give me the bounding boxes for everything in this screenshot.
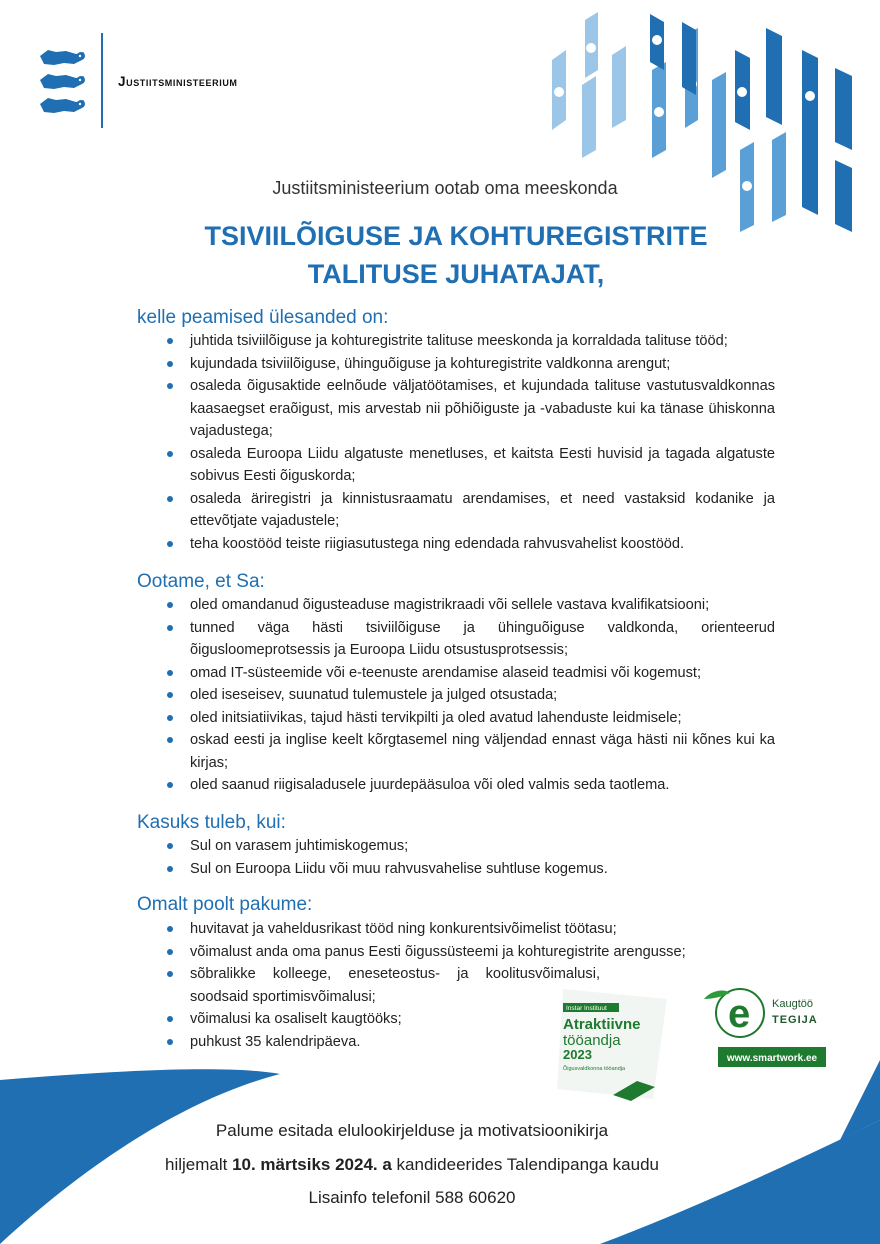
logo-divider bbox=[101, 33, 103, 128]
duties-list bbox=[165, 330, 775, 555]
list-item: juhtida tsiviilõiguse ja kohturegistrite talituse meeskonda ja korraldada talituse tööd; bbox=[165, 330, 775, 353]
badge-word-2: tööandja bbox=[563, 1032, 621, 1049]
list-item: oled initsiatiivikas, tajud hästi tervikpilti ja oled avatud lahenduste leidmisele; bbox=[165, 707, 775, 730]
offer-list bbox=[165, 918, 775, 1053]
job-title-line-2: TALITUSE JUHATAJAT, bbox=[307, 259, 605, 289]
footer-line-1: Palume esitada elulookirjelduse ja motivatsioonikirja bbox=[215, 1121, 609, 1140]
footer-deadline-date: 10. märtsiks 2024. a bbox=[232, 1155, 392, 1174]
list-item: tunned väga hästi tsiviilõiguse ja ühinguõiguse valdkonda, orienteerud õigusloomeprotsessis ja Euroopa Liidu otsustusprotsessis; bbox=[165, 617, 775, 662]
list-item: oskad eesti ja inglise keelt kõrgtasemel ning väljendad ennast väga hästi nii kõnes kui ka kirjas; bbox=[165, 729, 775, 774]
job-title-line-1: TSIVIILÕIGUSE JA KOHTUREGISTRITE bbox=[204, 221, 708, 251]
list-item: omad IT-süsteemide või e-teenuste arendamise alaseid teadmisi või kogemust; bbox=[165, 662, 775, 685]
list-item: osaleda Euroopa Liidu algatuste menetluses, et kaitsta Eesti huvisid ja tagada algatuste sobivus Eesti õiguskorda; bbox=[165, 443, 775, 488]
intro-text: Justiitsministeerium ootab oma meeskonda bbox=[272, 178, 618, 198]
list-item: teha koostööd teiste riigiasutustega ning edendada rahvusvahelist koostööd. bbox=[165, 533, 775, 556]
attractive-employer-badge bbox=[555, 985, 670, 1103]
kaugtoo-word-1: Kaugtöö bbox=[772, 998, 813, 1010]
kaugtoo-url: www.smartwork.ee bbox=[726, 1053, 818, 1064]
badge-top-label: Instar Instituut bbox=[566, 1005, 607, 1012]
badge-year: 2023 bbox=[563, 1047, 592, 1062]
list-item: kujundada tsiviilõiguse, ühinguõiguse ja kohturegistrite valdkonna arengut; bbox=[165, 353, 775, 376]
footer-line-2 bbox=[0, 1155, 824, 1175]
kaugtoo-letter: e bbox=[728, 992, 751, 1036]
list-item: osaleda õigusaktide eelnõude väljatöötamises, et kujundada talituse vastutusvaldkonnas kaasaegset eraõigust, mis arvestab nii põhiõiguste ja -vabaduste kui ka tänase ühiskonna vajadustega; bbox=[165, 375, 775, 443]
coat-of-arms-icon bbox=[36, 46, 88, 118]
list-item: huvitavat ja vaheldusrikast tööd ning konkurentsivõimelist töötasu; bbox=[165, 918, 775, 941]
badge-sub: Õigusvaldkonna tööandja bbox=[563, 1066, 626, 1072]
badge-word-1: Atraktiivne bbox=[563, 1016, 641, 1033]
bottom-wave bbox=[0, 1060, 880, 1244]
list-item: oled saanud riigisaladusele juurdepääsuloa või oled valmis seda taotlema. bbox=[165, 774, 775, 797]
list-item: oled omandanud õigusteaduse magistrikraadi või sellele vastava kvalifikatsiooni; bbox=[165, 594, 775, 617]
advantages-list bbox=[165, 835, 775, 880]
section-heading-advantages: Kasuks tuleb, kui: bbox=[137, 812, 286, 833]
section-heading-duties: kelle peamised ülesanded on: bbox=[137, 307, 389, 328]
decorative-pattern bbox=[540, 0, 880, 240]
ministry-name: Justiitsministeerium bbox=[118, 74, 238, 89]
footer-deadline-post: kandideerides Talendipanga kaudu bbox=[391, 1155, 659, 1174]
requirements-list bbox=[165, 594, 775, 797]
list-item: võimalusi ka osaliselt kaugtööks; bbox=[165, 1008, 775, 1031]
list-item: Sul on varasem juhtimiskogemus; bbox=[165, 835, 775, 858]
job-title bbox=[0, 217, 880, 293]
section-heading-offer: Omalt poolt pakume: bbox=[137, 894, 313, 915]
list-item: puhkust 35 kalendripäeva. bbox=[165, 1031, 775, 1054]
list-item: sõbralikke kolleege, eneseteostus- ja koolitusvõimalusi, soodsaid sportimisvõimalusi; bbox=[165, 963, 600, 1008]
list-item: oled iseseisev, suunatud tulemustele ja julged otsustada; bbox=[165, 684, 775, 707]
list-item: osaleda äriregistri ja kinnistusraamatu arendamises, et need vastaksid kodanike ja ettevõtjate vajadustele; bbox=[165, 488, 775, 533]
remote-work-badge bbox=[700, 983, 830, 1071]
kaugtoo-word-2: TEGIJA bbox=[772, 1014, 818, 1026]
footer-line-3: Lisainfo telefonil 588 60620 bbox=[308, 1188, 516, 1207]
footer-deadline-pre: hiljemalt bbox=[164, 1155, 233, 1174]
list-item: võimalust anda oma panus Eesti õigussüsteemi ja kohturegistrite arengusse; bbox=[165, 941, 775, 964]
section-heading-requirements: Ootame, et Sa: bbox=[137, 571, 265, 592]
list-item: Sul on Euroopa Liidu või muu rahvusvahelise suhtluse kogemus. bbox=[165, 858, 775, 881]
